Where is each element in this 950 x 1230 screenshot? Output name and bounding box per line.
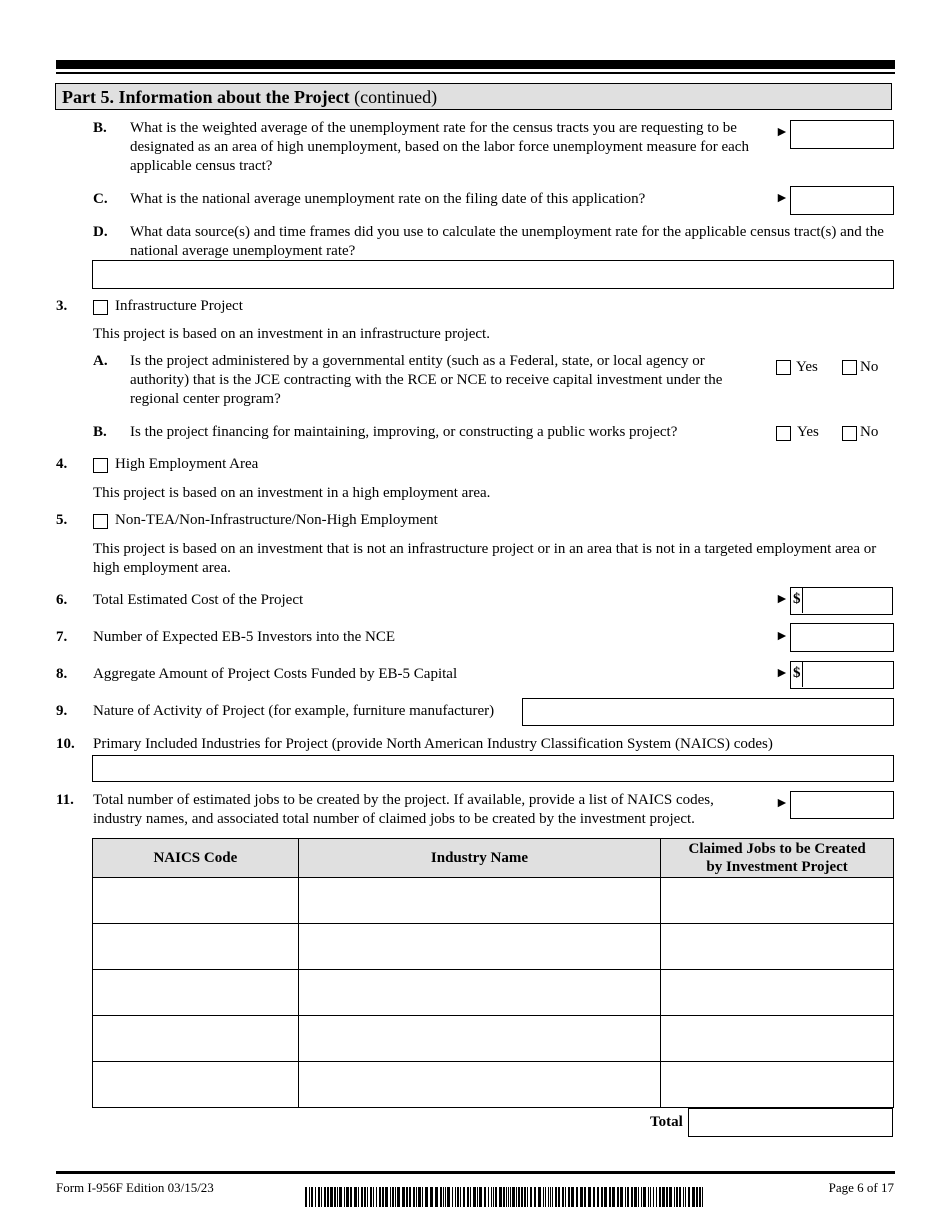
barcode-bar — [558, 1187, 560, 1207]
barcode-bar — [376, 1187, 377, 1207]
barcode-bar — [518, 1187, 520, 1207]
non-tea-desc: This project is based on an investment that is not an infrastructure project or in an area that is not in a targeted employment area or high employment area. — [93, 541, 877, 576]
item-3b-no-label: No — [860, 424, 879, 440]
barcode-bar — [617, 1187, 619, 1207]
naics-code-header: NAICS Code — [93, 839, 299, 878]
barcode-bar — [479, 1187, 482, 1207]
barcode-bar — [699, 1187, 701, 1207]
barcode-bar — [527, 1187, 528, 1207]
dollar-sign: $ — [793, 665, 801, 681]
barcode-bar — [406, 1187, 408, 1207]
barcode-bar — [548, 1187, 549, 1207]
table-row — [93, 1062, 894, 1108]
jobs-table — [92, 838, 894, 1108]
barcode-bar — [435, 1187, 438, 1207]
high-employment-checkbox[interactable] — [93, 458, 108, 473]
barcode-bar — [370, 1187, 372, 1207]
barcode-bar — [669, 1187, 672, 1207]
top-rule-thin — [56, 72, 895, 74]
barcode-bar — [344, 1187, 345, 1207]
industry-name-cell[interactable] — [298, 878, 660, 924]
barcode-bar — [643, 1187, 646, 1207]
barcode-bar — [334, 1187, 336, 1207]
barcode-bar — [666, 1187, 668, 1207]
barcode-bar — [650, 1187, 651, 1207]
barcode-bar — [588, 1187, 591, 1207]
barcode-bar — [565, 1187, 566, 1207]
naics-code-cell[interactable] — [93, 1062, 299, 1108]
weighted-unemployment-input[interactable] — [790, 120, 894, 149]
barcode-bar — [634, 1187, 637, 1207]
item-3b-label: B. — [93, 424, 107, 440]
item-10-text: Primary Included Industries for Project (provide North American Industry Classification System (NAICS) codes) — [93, 736, 773, 752]
arrow-icon: ► — [775, 666, 789, 681]
barcode-bar — [361, 1187, 363, 1207]
barcode-bar — [358, 1187, 359, 1207]
claimed-jobs-cell[interactable] — [661, 878, 894, 924]
barcode-bar — [443, 1187, 444, 1207]
form-edition: Form I-956F Edition 03/15/23 — [56, 1180, 214, 1195]
barcode-bar — [418, 1187, 421, 1207]
infrastructure-desc: This project is based on an investment in an infrastructure project. — [93, 326, 490, 342]
dollar-divider — [802, 588, 803, 613]
claimed-jobs-cell[interactable] — [661, 1062, 894, 1108]
item-3b-yes-label: Yes — [797, 424, 819, 440]
item-6-text: Total Estimated Cost of the Project — [93, 592, 304, 608]
item-7-text: Number of Expected EB-5 Investors into the NCE — [93, 629, 396, 645]
barcode-bar — [550, 1187, 551, 1207]
non-tea-checkbox[interactable] — [93, 514, 108, 529]
barcode-bar — [530, 1187, 532, 1207]
barcode-bar — [538, 1187, 541, 1207]
item-6-number: 6. — [56, 592, 68, 608]
barcode-bar — [683, 1187, 684, 1207]
item-11-text: Total number of estimated jobs to be created by the project. If available, provide a list of NAICS codes, industry names, and associated total number of claimed jobs to be created by the investment project. — [93, 792, 714, 827]
barcode-bar — [545, 1187, 546, 1207]
data-source-input[interactable] — [92, 260, 894, 289]
barcode-bar — [555, 1187, 557, 1207]
barcode-bar — [508, 1187, 509, 1207]
item-8-number: 8. — [56, 666, 68, 682]
barcode-bar — [397, 1187, 400, 1207]
naics-code-cell[interactable] — [93, 1016, 299, 1062]
high-employment-label: High Employment Area — [115, 456, 259, 472]
arrow-icon: ► — [775, 796, 789, 811]
part-title: Part 5. Information about the Project — [62, 87, 350, 107]
item-3a-label: A. — [93, 353, 108, 369]
table-row — [93, 878, 894, 924]
barcode-bar — [337, 1187, 338, 1207]
item-9-text: Nature of Activity of Project (for example, furniture manufacturer) — [93, 703, 495, 719]
barcode-bar — [580, 1187, 583, 1207]
barcode-bar — [430, 1187, 433, 1207]
barcode-bar — [676, 1187, 678, 1207]
dollar-divider — [802, 662, 803, 687]
footer-rule — [56, 1171, 895, 1174]
barcode-bar — [305, 1187, 307, 1207]
barcode-bar — [318, 1187, 320, 1207]
item-3a-no-label: No — [860, 359, 879, 375]
barcode-bar — [346, 1187, 349, 1207]
barcode-bar — [390, 1187, 391, 1207]
barcode-bar — [339, 1187, 342, 1207]
barcode-bar — [379, 1187, 381, 1207]
barcode-bar — [409, 1187, 411, 1207]
infrastructure-checkbox[interactable] — [93, 300, 108, 315]
barcode-bar — [696, 1187, 698, 1207]
barcode-bar — [499, 1187, 502, 1207]
barcode-bar — [516, 1187, 517, 1207]
barcode-bar — [477, 1187, 478, 1207]
barcode-bar — [512, 1187, 515, 1207]
barcode-bar — [521, 1187, 523, 1207]
item-3a-yes-checkbox[interactable] — [776, 360, 791, 375]
item-3a-text: Is the project administered by a governmental entity (such as a Federal, state, or local agency or authority) that is the JCE contracting with the RCE or NCE to receive capital investment under the regional center program? — [130, 353, 723, 407]
barcode-bar — [457, 1187, 459, 1207]
barcode-bar — [447, 1187, 450, 1207]
dollar-sign: $ — [793, 591, 801, 607]
item-3a-yes-label: Yes — [796, 359, 818, 375]
barcode-bar — [627, 1187, 629, 1207]
barcode-bar — [470, 1187, 471, 1207]
arrow-icon: ► — [775, 125, 789, 140]
item-10-number: 10. — [56, 736, 75, 752]
barcode-bar — [330, 1187, 333, 1207]
table-row — [93, 1016, 894, 1062]
barcode-bar — [484, 1187, 486, 1207]
total-input[interactable] — [688, 1108, 893, 1137]
barcode-bar — [597, 1187, 599, 1207]
barcode-bar — [364, 1187, 366, 1207]
table-header-row — [93, 839, 894, 878]
question-b-label: B. — [93, 120, 107, 136]
barcode-bar — [495, 1187, 497, 1207]
barcode-bar — [631, 1187, 633, 1207]
barcode-bar — [473, 1187, 476, 1207]
item-3b-no-checkbox[interactable] — [842, 426, 857, 441]
industry-name-cell[interactable] — [298, 1062, 660, 1108]
barcode-bar — [327, 1187, 329, 1207]
barcode-bar — [584, 1187, 586, 1207]
barcode-bar — [425, 1187, 428, 1207]
barcode-bar — [534, 1187, 536, 1207]
barcode-bar — [385, 1187, 388, 1207]
naics-industries-input[interactable] — [92, 755, 894, 782]
total-jobs-input[interactable] — [790, 791, 894, 819]
question-d-text: What data source(s) and time frames did you use to calculate the unemployment rate for the applicable census tract(s) and the national average unemployment rate? — [130, 224, 884, 259]
infrastructure-label: Infrastructure Project — [115, 298, 243, 314]
barcode-bar — [601, 1187, 603, 1207]
item-3a-no-checkbox[interactable] — [842, 360, 857, 375]
barcode-bar — [662, 1187, 665, 1207]
barcode-bar — [309, 1187, 310, 1207]
item-3b-text: Is the project financing for maintaining, improving, or constructing a public works project? — [130, 424, 678, 440]
naics-code-cell[interactable] — [93, 970, 299, 1016]
barcode-bar — [571, 1187, 574, 1207]
arrow-icon: ► — [775, 592, 789, 607]
question-d-label: D. — [93, 224, 108, 240]
barcode-bar — [373, 1187, 374, 1207]
barcode-bar — [354, 1187, 357, 1207]
barcode-bar — [493, 1187, 494, 1207]
question-c-text: What is the national average unemployment rate on the filing date of this application? — [130, 191, 646, 207]
barcode-bar — [455, 1187, 456, 1207]
arrow-icon: ► — [775, 191, 789, 206]
barcode-bar — [488, 1187, 489, 1207]
barcode-bar — [315, 1187, 316, 1207]
barcode-bar — [321, 1187, 322, 1207]
total-label: Total — [650, 1114, 683, 1130]
barcode-bar — [593, 1187, 595, 1207]
barcode-bar — [688, 1187, 690, 1207]
high-employment-desc: This project is based on an investment in a high employment area. — [93, 485, 491, 501]
barcode-bar — [467, 1187, 469, 1207]
barcode-bar — [445, 1187, 446, 1207]
barcode-bar — [685, 1187, 686, 1207]
barcode-bar — [350, 1187, 352, 1207]
national-unemployment-input[interactable] — [790, 186, 894, 215]
barcode-bar — [506, 1187, 507, 1207]
barcode-bar — [392, 1187, 394, 1207]
barcode-bar — [609, 1187, 611, 1207]
table-row — [93, 924, 894, 970]
item-4-number: 4. — [56, 456, 68, 472]
barcode-bar — [576, 1187, 578, 1207]
non-tea-label: Non-TEA/Non-Infrastructure/Non-High Employment — [115, 512, 438, 528]
barcode-bar — [422, 1187, 423, 1207]
barcode-bar — [491, 1187, 492, 1207]
barcode-bar — [510, 1187, 511, 1207]
barcode-bar — [543, 1187, 544, 1207]
barcode-bar — [604, 1187, 607, 1207]
eb5-capital-input[interactable] — [790, 661, 894, 689]
item-3-number: 3. — [56, 298, 68, 314]
page-number: Page 6 of 17 — [828, 1180, 894, 1195]
item-5-number: 5. — [56, 512, 68, 528]
barcode-bar — [311, 1187, 313, 1207]
question-c-label: C. — [93, 191, 108, 207]
part-continued: (continued) — [349, 87, 438, 107]
barcode-bar — [641, 1187, 642, 1207]
claimed-jobs-header: Claimed Jobs to be Created by Investment Project — [661, 839, 894, 878]
barcode-bar — [638, 1187, 639, 1207]
nature-of-activity-input[interactable] — [522, 698, 894, 726]
barcode-bar — [402, 1187, 405, 1207]
barcode-bar — [367, 1187, 368, 1207]
barcode-bar — [702, 1187, 703, 1207]
barcode-bar — [568, 1187, 570, 1207]
barcode-bar — [524, 1187, 526, 1207]
barcode-bar — [562, 1187, 564, 1207]
barcode-bar — [653, 1187, 654, 1207]
barcode-bar — [503, 1187, 505, 1207]
item-3b-yes-checkbox[interactable] — [776, 426, 791, 441]
naics-code-cell[interactable] — [93, 924, 299, 970]
barcode-bar — [679, 1187, 681, 1207]
claimed-jobs-cell[interactable] — [661, 1016, 894, 1062]
barcode-bar — [612, 1187, 615, 1207]
barcode-bar — [413, 1187, 415, 1207]
claimed-jobs-cell[interactable] — [661, 924, 894, 970]
barcode-bar — [648, 1187, 649, 1207]
part-header — [55, 83, 892, 110]
barcode-icon — [305, 1187, 713, 1207]
table-row — [93, 970, 894, 1016]
industry-name-cell[interactable] — [298, 1016, 660, 1062]
item-11-number: 11. — [56, 792, 74, 808]
barcode-bar — [460, 1187, 461, 1207]
item-8-text: Aggregate Amount of Project Costs Funded by EB-5 Capital — [93, 666, 458, 682]
naics-code-cell[interactable] — [93, 878, 299, 924]
claimed-jobs-cell[interactable] — [661, 970, 894, 1016]
barcode-bar — [692, 1187, 695, 1207]
barcode-bar — [552, 1187, 553, 1207]
industry-name-cell[interactable] — [298, 924, 660, 970]
industry-name-cell[interactable] — [298, 970, 660, 1016]
industry-name-header: Industry Name — [298, 839, 660, 878]
barcode-bar — [440, 1187, 442, 1207]
barcode-bar — [382, 1187, 384, 1207]
barcode-bar — [395, 1187, 396, 1207]
barcode-bar — [674, 1187, 675, 1207]
barcode-bar — [452, 1187, 453, 1207]
item-9-number: 9. — [56, 703, 68, 719]
barcode-bar — [659, 1187, 661, 1207]
barcode-bar — [620, 1187, 623, 1207]
barcode-bar — [625, 1187, 626, 1207]
total-cost-input[interactable] — [790, 587, 893, 615]
investors-count-input[interactable] — [790, 623, 894, 652]
item-7-number: 7. — [56, 629, 68, 645]
top-rule — [56, 60, 895, 69]
barcode-bar — [656, 1187, 657, 1207]
barcode-bar — [463, 1187, 465, 1207]
question-b-text: What is the weighted average of the unemployment rate for the census tracts you are requesting to be designated as an area of high unemployment, based on the labor force unemployment measure for each applicable census tract? — [130, 120, 749, 174]
barcode-bar — [324, 1187, 326, 1207]
barcode-bar — [416, 1187, 417, 1207]
arrow-icon: ► — [775, 629, 789, 644]
